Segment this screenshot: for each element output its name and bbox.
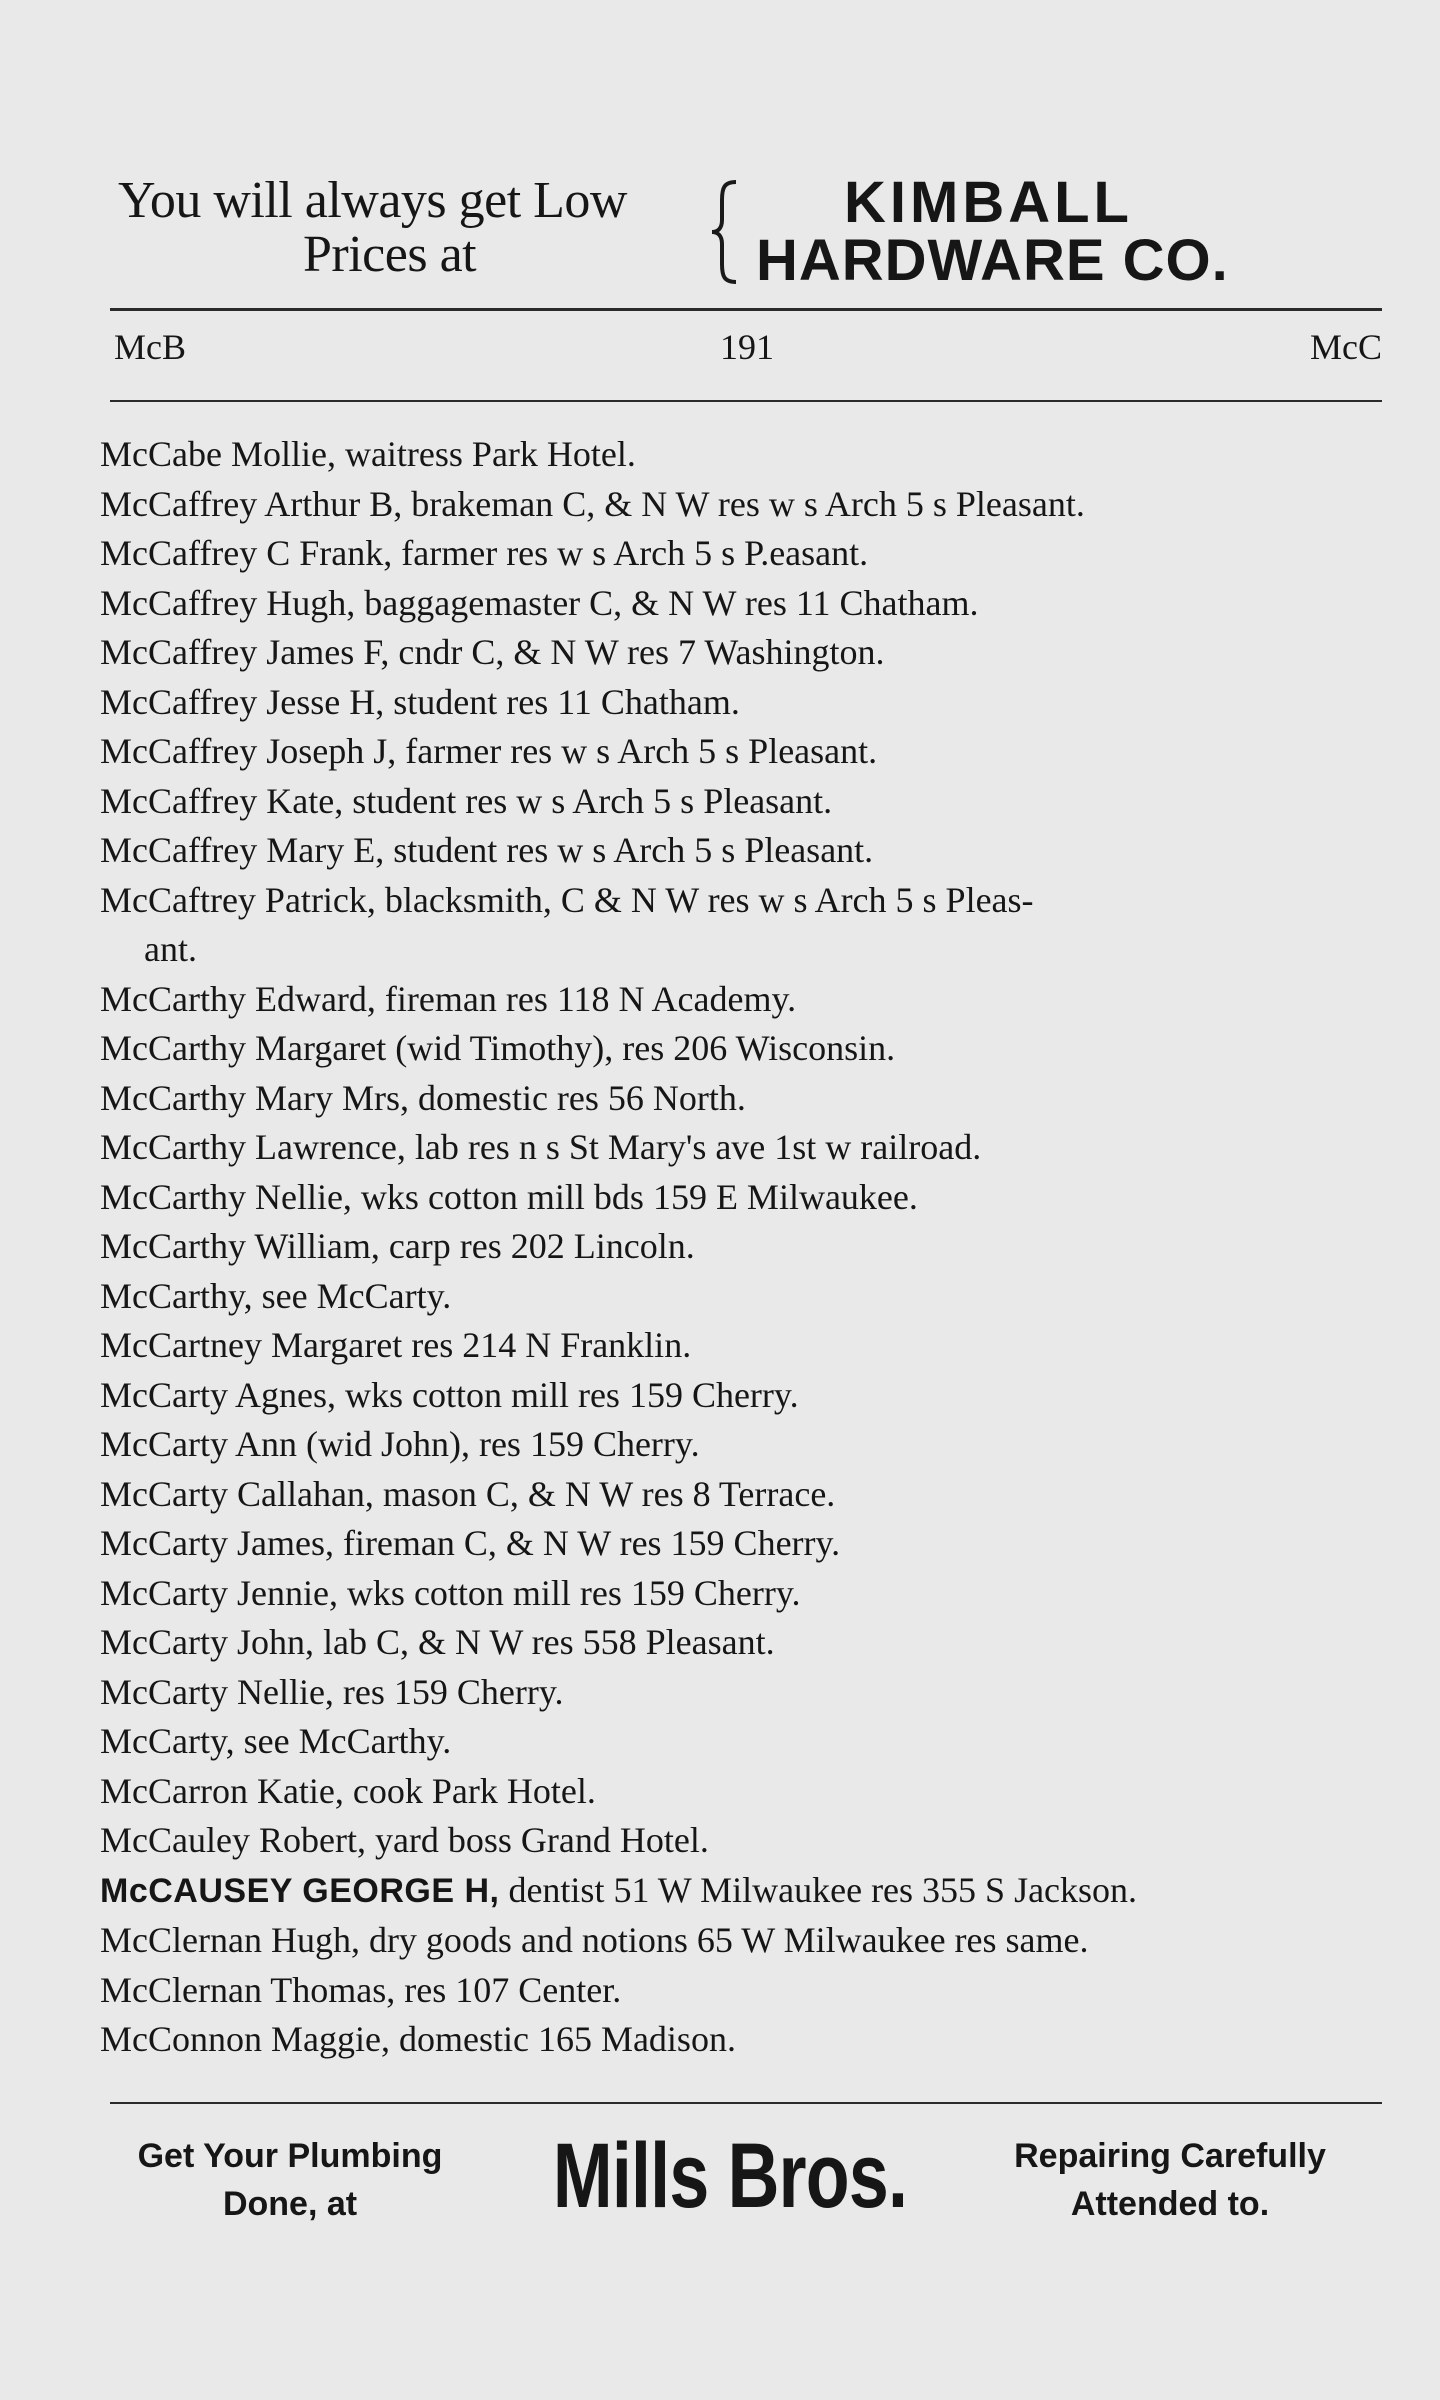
entry-text: McCarthy Lawrence, lab res n s St Mary's ave 1st w railroad. bbox=[100, 1127, 982, 1167]
entry-text: McCarthy William, carp res 202 Lincoln. bbox=[100, 1226, 695, 1266]
bottom-advertisement bbox=[90, 2122, 1380, 2242]
directory-entry bbox=[100, 1767, 1390, 1817]
entry-text: McCarty Ann (wid John), res 159 Cherry. bbox=[100, 1424, 700, 1464]
directory-entry bbox=[100, 1222, 1390, 1272]
directory-entry bbox=[100, 430, 1390, 480]
top-ad-divider bbox=[110, 308, 1382, 311]
top-ad-slogan bbox=[118, 174, 718, 282]
entry-text: ant. bbox=[144, 929, 197, 969]
bottom-ad-left bbox=[90, 2132, 490, 2228]
entry-text: McCarty Callahan, mason C, & N W res 8 Terrace. bbox=[100, 1473, 836, 1514]
directory-entry bbox=[100, 1123, 1390, 1173]
directory-entry bbox=[100, 678, 1390, 728]
entry-text: McCaffrey Mary E, student res w s Arch 5 s Pleasant. bbox=[100, 830, 874, 870]
entry-text: McCarty Nellie, res 159 Cherry. bbox=[100, 1671, 564, 1712]
top-ad-brand-line1: KIMBALL bbox=[844, 170, 1133, 235]
entry-text: McClernan Hugh, dry goods and notions 65 W Milwaukee res same. bbox=[100, 1920, 1089, 1960]
directory-entry bbox=[100, 2015, 1390, 2065]
bottom-ad-right bbox=[960, 2132, 1380, 2228]
entry-text: McCauley Robert, yard boss Grand Hotel. bbox=[100, 1820, 709, 1860]
directory-entry bbox=[100, 1470, 1390, 1520]
directory-entry bbox=[100, 1966, 1390, 2016]
header-divider bbox=[110, 400, 1382, 402]
entry-text: McClernan Thomas, res 107 Center. bbox=[100, 1969, 622, 2010]
directory-entry bbox=[100, 529, 1390, 579]
entry-text: McCarty Jennie, wks cotton mill res 159 Cherry. bbox=[100, 1572, 801, 1613]
entry-text: McCarthy, see McCarty. bbox=[100, 1275, 452, 1316]
directory-entry bbox=[100, 925, 1390, 975]
entry-text: McCaffrey Arthur B, brakeman C, & N W res w s Arch 5 s Pleasant. bbox=[100, 483, 1085, 524]
directory-entry bbox=[100, 1519, 1390, 1569]
entry-text: McCarron Katie, cook Park Hotel. bbox=[100, 1770, 596, 1811]
top-advertisement bbox=[110, 168, 1380, 308]
entry-text: McCarty James, fireman C, & N W res 159 Cherry. bbox=[100, 1523, 841, 1563]
directory-entry bbox=[100, 1272, 1390, 1322]
entry-text: McCabe Mollie, waitress Park Hotel. bbox=[100, 434, 636, 474]
directory-entry bbox=[100, 628, 1390, 678]
entry-text: McCaffrey C Frank, farmer res w s Arch 5 s P.easant. bbox=[100, 533, 869, 573]
guide-word-right: McC bbox=[1310, 327, 1382, 367]
directory-entry bbox=[100, 1866, 1390, 1917]
bottom-ad-left-line1: Get Your Plumbing bbox=[137, 2137, 443, 2175]
bottom-ad-left-line2: Done, at bbox=[222, 2185, 358, 2223]
entry-text: McCarty Agnes, wks cotton mill res 159 Cherry. bbox=[100, 1374, 799, 1415]
directory-entry bbox=[100, 1321, 1390, 1371]
guide-word-left: McB bbox=[114, 327, 186, 367]
directory-entry bbox=[100, 777, 1390, 827]
directory-entry bbox=[100, 876, 1390, 926]
directory-entry bbox=[100, 1173, 1390, 1223]
directory-entries bbox=[100, 430, 1390, 2065]
bottom-ad-right-line1: Repairing Carefully bbox=[1014, 2137, 1326, 2175]
entry-text: McCarthy Edward, fireman res 118 N Academy. bbox=[100, 978, 797, 1019]
entry-text: McCaffrey Kate, student res w s Arch 5 s Pleasant. bbox=[100, 780, 833, 821]
directory-entry bbox=[100, 1371, 1390, 1421]
entry-text: McCaffrey Joseph J, farmer res w s Arch 5 s Pleasant. bbox=[100, 731, 878, 771]
directory-entry bbox=[100, 1024, 1390, 1074]
bottom-ad-divider bbox=[110, 2102, 1382, 2104]
entry-bold-name: McCAUSEY GEORGE H, bbox=[100, 1871, 500, 1910]
directory-entry bbox=[100, 579, 1390, 629]
entry-text: McCarthy Mary Mrs, domestic res 56 North. bbox=[100, 1077, 746, 1118]
directory-entry bbox=[100, 480, 1390, 530]
directory-entry bbox=[100, 975, 1390, 1025]
entry-text: McCaffrey Jesse H, student res 11 Chatham. bbox=[100, 681, 740, 722]
entry-text: McCaffrey James F, cndr C, & N W res 7 Washington. bbox=[100, 632, 885, 672]
entry-text: McCarty, see McCarthy. bbox=[100, 1721, 452, 1761]
entry-text: McCaffrey Hugh, baggagemaster C, & N W res 11 Chatham. bbox=[100, 582, 979, 623]
entry-text: dentist 51 W Milwaukee res 355 S Jackson. bbox=[499, 1869, 1138, 1910]
entry-text: McCarthy Margaret (wid Timothy), res 206 Wisconsin. bbox=[100, 1028, 896, 1068]
directory-entry bbox=[100, 1916, 1390, 1966]
running-header bbox=[114, 326, 1382, 376]
top-ad-slogan-line2: Prices at bbox=[303, 226, 477, 283]
directory-entry bbox=[100, 826, 1390, 876]
directory-entry bbox=[100, 1816, 1390, 1866]
bottom-ad-right-line2: Attended to. bbox=[1070, 2185, 1270, 2223]
directory-entry bbox=[100, 1717, 1390, 1767]
entry-text: McCartney Margaret res 214 N Franklin. bbox=[100, 1325, 692, 1365]
entry-text: McCarty John, lab C, & N W res 558 Pleasant. bbox=[100, 1622, 775, 1662]
directory-entry bbox=[100, 727, 1390, 777]
directory-entry bbox=[100, 1569, 1390, 1619]
directory-entry bbox=[100, 1618, 1390, 1668]
directory-entry bbox=[100, 1074, 1390, 1124]
directory-entry bbox=[100, 1420, 1390, 1470]
top-ad-brand-line2: HARDWARE CO. bbox=[756, 228, 1229, 293]
page-number: 191 bbox=[720, 327, 774, 367]
entry-text: McCarthy Nellie, wks cotton mill bds 159 E Milwaukee. bbox=[100, 1176, 918, 1217]
entry-text: McCaftrey Patrick, blacksmith, C & N W res w s Arch 5 s Pleas- bbox=[100, 879, 1034, 920]
directory-entry bbox=[100, 1668, 1390, 1718]
top-ad-slogan-line1: You will always get Low bbox=[118, 172, 627, 229]
bottom-ad-brand: Mills Bros. bbox=[552, 2125, 908, 2227]
entry-text: McConnon Maggie, domestic 165 Madison. bbox=[100, 2019, 736, 2059]
curly-brace-icon bbox=[706, 178, 746, 286]
top-ad-brand bbox=[756, 170, 1380, 293]
